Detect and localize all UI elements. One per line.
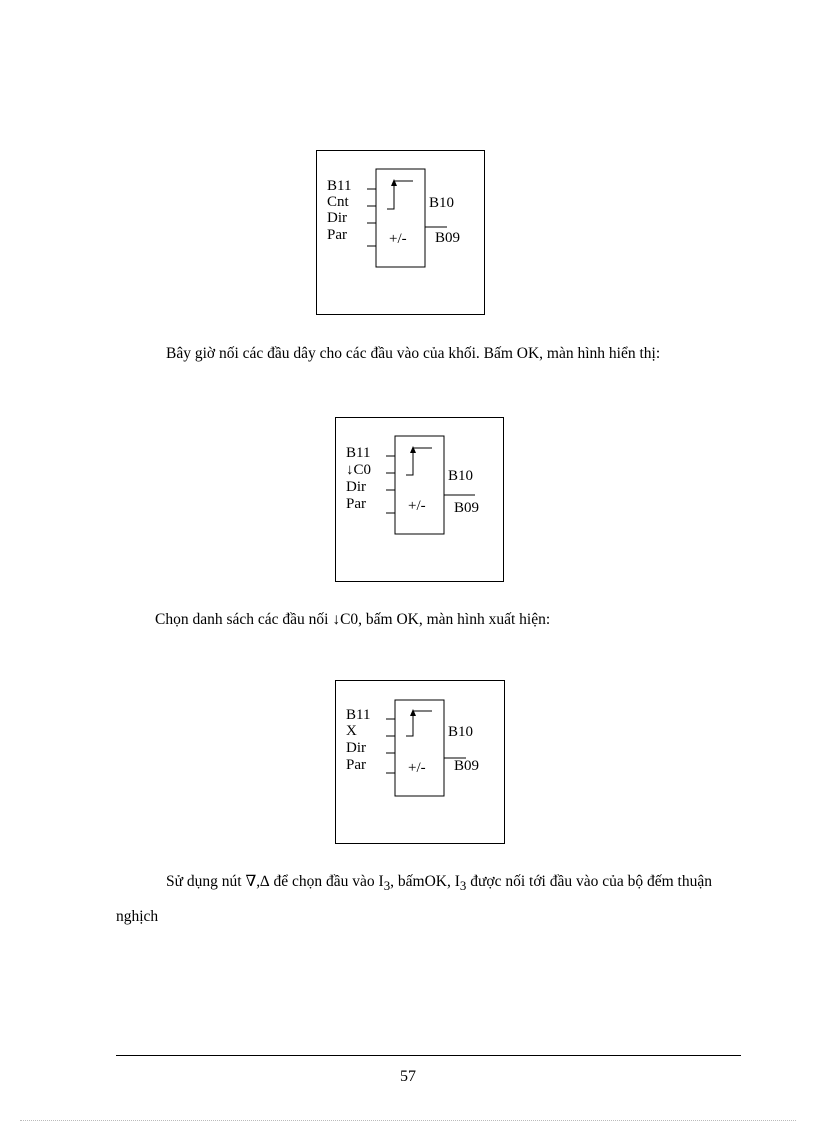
counter-block-box — [395, 436, 444, 534]
input-label-cnt: Cnt — [327, 194, 349, 210]
up-arrow-icon — [391, 179, 397, 186]
footer-rule — [116, 1055, 741, 1056]
input-label-b11: B11 — [346, 445, 371, 461]
output-label-next: B09 — [454, 758, 480, 774]
subscript-3a: 3 — [383, 878, 391, 894]
counter-block-box — [376, 169, 425, 267]
page-bottom-dotted-edge — [20, 1120, 796, 1121]
counter-diagram-3 — [335, 680, 505, 844]
counter-block-figure-1 — [317, 151, 484, 314]
input-label-c0: ↓C0 — [346, 462, 372, 478]
input-label-dir: Dir — [327, 210, 347, 226]
edge-trigger-symbol — [387, 181, 413, 209]
paragraph-3-part2: , bấmOK, I — [390, 873, 460, 890]
counter-diagram-1 — [316, 150, 485, 315]
input-label-dir: Dir — [346, 740, 366, 756]
up-arrow-icon — [410, 709, 416, 716]
counter-block-figure-2 — [336, 418, 503, 581]
subscript-3b: 3 — [459, 878, 467, 894]
edge-trigger-symbol — [406, 711, 432, 736]
input-label-x: X — [346, 723, 357, 739]
paragraph-3-part1: Sử dụng nút ∇,∆ để chọn đầu vào I — [166, 873, 384, 890]
input-label-par: Par — [346, 757, 366, 773]
up-arrow-icon — [410, 446, 416, 453]
paragraph-3-part3: được nối tới đầu vào của bộ đếm thuận nghịch — [116, 873, 712, 926]
counter-block-figure-3 — [336, 681, 504, 843]
block-symbol: +/- — [389, 231, 407, 247]
input-label-b11: B11 — [327, 178, 352, 194]
paragraph-1-text: Bây giờ nối các đầu dây cho các đầu vào của khối. Bấm OK, màn hình hiển thị: — [166, 345, 661, 362]
output-label-q: B10 — [448, 724, 474, 740]
paragraph-3 — [116, 866, 744, 932]
output-label-q: B10 — [429, 195, 455, 211]
edge-trigger-symbol — [406, 448, 432, 475]
block-symbol: +/- — [408, 760, 426, 776]
paragraph-1 — [116, 338, 744, 369]
output-label-next: B09 — [435, 230, 461, 246]
paragraph-2 — [116, 604, 744, 635]
input-label-par: Par — [327, 227, 347, 243]
input-label-dir: Dir — [346, 479, 366, 495]
page-number: 57 — [400, 1068, 416, 1085]
input-label-par: Par — [346, 496, 366, 512]
output-label-next: B09 — [454, 500, 480, 516]
counter-diagram-2 — [335, 417, 504, 582]
paragraph-2-text: Chọn danh sách các đầu nối ↓C0, bấm OK, màn hình xuất hiện: — [155, 611, 551, 628]
input-label-b11: B11 — [346, 707, 371, 723]
block-symbol: +/- — [408, 498, 426, 514]
output-label-q: B10 — [448, 468, 474, 484]
counter-block-box — [395, 700, 444, 796]
